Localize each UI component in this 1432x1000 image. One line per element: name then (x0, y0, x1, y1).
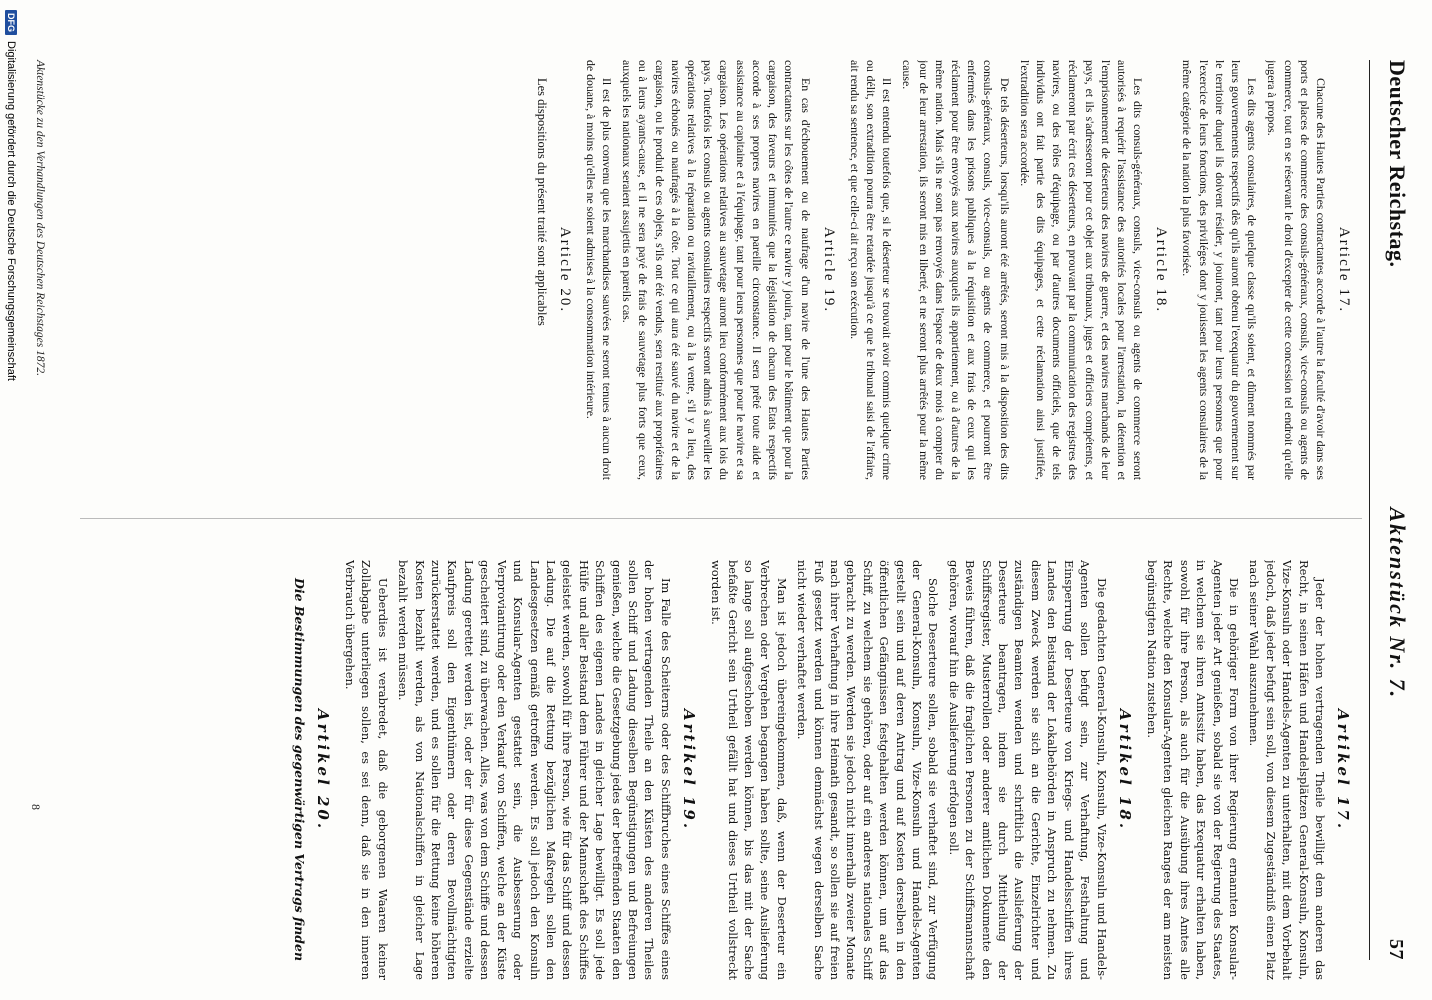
article-18-paragraph-1-fr: Les dits consuls-généraux, consuls, vice-consuls ou agents de commerce seront autorisés à requérir l'assistance des autorités locales pour l'arrestation, la détention et l'emprisonnement de déserteurs des navires de guerre, et des navires marchands de leur pays, et ils s'adresseront pour cet objet aux tribunaux, juges et officiers compétents, et réclameront par écrit ces déserteurs, en prouvant par la communication des registres des navires, ou des rôles d'équipage, ou par d'autres documents officiels, que de tels individus ont fait partie des dits équipages, et cette réclamation ainsi justifiée, l'extradition sera accordée. (1017, 60, 1146, 480)
page-number: 57 (1385, 938, 1407, 960)
article-17-paragraph-2-de: Die in gehöriger Form von ihrer Regierung ernannten Konsular-Agenten jeder Art genießen, sobald sie von der Regierung des Staates, in welchem sie ihren Amtssitz haben, das Exequatur erhalten haben, sowohl für ihre Person, als auch für die Ausübung ihres Amtes alle Rechte, welche den Konsular-Agenten gleichen Ranges der am meisten begünstigten Nation zustehen. (1144, 560, 1241, 980)
article-20-heading-de: Artikel 20. (313, 708, 332, 832)
dfg-logo-icon: DFG (5, 10, 17, 35)
article-18-paragraph-3-de: Man ist jedoch übereingekommen, daß, wenn der Deserteur ein Verbrechen oder Vergehen begangen haben sollte, seine Auslieferung so lange soll aufgeschoben werden können, bis das mit der Sache befaßte Gericht sein Urtheil gefällt hat und dieses Urtheil vollstreckt worden ist. (709, 560, 789, 980)
article-18-paragraph-1-de: Die gedachten General-Konsuln, Konsuln, Vize-Konsuln und Handels-Agenten sollen befugt sein, zur Verhaftung, Festhaltung und Einsperrung der Deserteure von Kriegs- und Handelsschiffen ihres Landes den Beistand der Lokalbehörden in Anspruch zu nehmen. Zu diesem Zweck werden sie sich an die Gerichte, Einzelrichter und zuständigen Beamten wenden und schriftlich die Auslieferung der Deserteure beantragen, indem sie durch Mittheilung der Schiffsregister, Musterrollen oder anderer amtlichen Dokumente den Beweis führen, daß die fraglichen Personen zu der Schiffsmannschaft gehören, worauf hin die Auslieferung erfolgen soll. (946, 560, 1109, 980)
article-20-paragraph-1-de: Die Bestimmungen des gegenwärtigen Vertrags finden (291, 578, 307, 962)
article-18-heading-de: Artikel 18. (1115, 708, 1134, 832)
article-18-heading-fr: Article 18. (1153, 226, 1170, 314)
article-17-paragraph-1-fr: Chacune des Hautes Parties contractantes accorde à l'autre la faculté d'avoir dans ses ports et places de commerce des consuls-généraux, consuls, vice-consuls ou agents de commerce, tout en se réservant le droit d'excepter de cette concession tel endroit qu'elle jugera à propos. (1265, 60, 1328, 480)
article-17-paragraph-1-de: Jeder der hohen vertragenden Theile bewilligt dem anderen das Recht, in seinen Häfen und Handelsplätzen General-Konsuln, Konsuln, Vize-Konsuln oder Handels-Agenten zu unterhalten, mit dem Vorbehalt jedoch, daß jeder befugt sein soll, von diesem Zugeständniß einen Platz nach seiner Wahl auszunehmen. (1247, 560, 1327, 980)
french-column (60, 60, 1362, 480)
article-18-paragraph-3-fr: Il est entendu toutefois que, si le déserteur se trouvait avoir commis quelque crime ou délit, son extradition pourra être retardée jusqu'à ce que le tribunal saisi de l'affaire, ait rendu sa sentence, et que celle-ci ait reçu son exécution. (847, 60, 895, 480)
article-19-heading-fr: Article 19. (820, 226, 837, 314)
article-18-paragraph-2-de: Solche Deserteure sollen, sobald sie verhaftet sind, zur Verfügung der General-Konsuln, Konsuln, Vize-Konsuln und Handels-Agenten gestellt sein und auf deren Antrag und auf Kosten derselben in den öffentlichen Gefängnissen festgehalten werden können, um auf das Schiff, zu welchem sie gehören, oder auf ein anderes nationales Schiff gebracht zu werden. Werden sie jedoch nicht innerhalb zweier Monate nach ihrer Verhaftung in ihre Heimath gesandt, so sollen sie auf freien Fuß gesetzt werden und können demnächst wegen derselben Sache nicht wieder verhaftet werden. (795, 560, 941, 980)
article-17-heading-fr: Article 17. (1336, 226, 1352, 314)
article-19-paragraph-2-de: Ueberdies ist verabredet, daß die geborgenen Waaren keiner Zollabgabe unterliegen sollen, es sei denn, daß sie in den inneren Verbrauch übergehen. (343, 560, 390, 980)
header-document-number: Aktenstück Nr. 7. (1385, 507, 1410, 700)
source-line: Aktenstücke zu den Verhandlungen des Deutschen Reichstages 1872. (34, 60, 46, 376)
signature-mark: 8 (29, 804, 43, 810)
article-19-paragraph-2-fr: Il est de plus convenu que les marchandises sauvées ne seront tenues à aucun droit de douane, à moins qu'elles ne soient admises à la consommation intérieure. (583, 60, 615, 480)
article-17-paragraph-2-fr: Les dits agents consulaires, de quelque classe qu'ils soient, et dûment nommés par leurs gouvernements respectifs dès qu'ils auront obtenu l'exequatur du gouvernement sur le territoire duquel ils doivent résider, y jouiront, tant pour leurs personnes que pour l'exercice de leurs fonctions, des priviléges dont y jouissent les agents consulaires de la même catégorie de la nation la plus favorisée. (1180, 60, 1260, 480)
german-column (60, 560, 1362, 980)
article-17-heading-de: Artikel 17. (1334, 708, 1352, 832)
header-left-title: Deutscher Reichstag. (1385, 60, 1410, 268)
digitization-credit (0, 0, 22, 1000)
page-header (1369, 60, 1410, 960)
article-19-paragraph-1-de: Im Falle des Scheiterns oder des Schiffbruches eines Schiffes eines der hohen vertragenden Theile an den Küsten des anderen Theiles sollen Schiff und Ladung dieselben Begünstigungen und Befreiungen genießen, welche die Gesetzgebung jedes der betreffenden Staaten den Schiffen des eigenen Landes in gleicher Lage bewilligt. Es soll jede Hülfe und aller Beistand dem Führer und der Mannschaft des Schiffes geleistet werden, sowohl für ihre Person, wie für das Schiff und dessen Ladung. Die auf die Rettung bezüglichen Maßregeln sollen den Landesgesetzen gemäß getroffen werden. Es soll jedoch den Konsuln und Konsular-Agenten gestattet sein, die Ausbesserung oder Verproviantirung oder den Verkauf von Schiffen, welche an der Küste gescheitert sind, zu überwachen. Alles, was von dem Schiffe und dessen Ladung gerettet werden ist, oder der für diese Gegenstände erzielte Kaufpreis soll den Eigenthümern oder deren Bevollmächtigten zurückerstattet werden, und es sollen für die Rettung keine höheren Kosten bezahlt werden, als von Nationalschiffen in gleicher Lage bezahlt werden müssen. (396, 560, 673, 980)
article-18-paragraph-2-fr: De tels déserteurs, lorsqu'ils auront été arrêtés, seront mis à la disposition des dits consuls-généraux, consuls, vice-consuls, ou agents de commerce, et pourront être enfermés dans les prisons publiques à la réquisition et aux frais de ceux qui les réclament pour être envoyés aux navires auxquels ils appartiennent, ou à d'autres de la même nation. Mais s'ils ne sont pas renvoyés dans l'espace de deux mois à compter du jour de leur arrestation, ils seront mis en liberté, et ne seront plus arrêtés pour la même cause. (900, 60, 1012, 480)
column-divider (80, 518, 1362, 519)
article-20-heading-fr: Article 20. (556, 226, 573, 314)
article-20-paragraph-1-fr: Les dispositions du présent traité sont applicables (534, 78, 549, 326)
digitization-credit-text: Digitalisierung gefördert durch die Deutsche Forschungsgemeinschaft (5, 41, 17, 381)
article-19-paragraph-1-fr: En cas d'échouement ou de naufrage d'un navire de l'une des Hautes Parties contractantes sur les côtes de l'autre ce navire y jouira, tant pour le bâtiment que pour la cargaison, des faveurs et immunités que la législation de chacun des Etats respectifs accorde à ses propres navires en pareille circonstance. Il sera prêté toute aide et assistance au capitaine et à l'équipage, tant pour leurs personnes que pour le navire et sa cargaison. Les opérations relatives au sauvetage auront lieu conformément aux lois du pays. Toutefois les consuls ou agents consulaires respectifs seront admis à surveiller les opérations relatives à la réparation ou ravitaillement, ou à la vente, s'il y a lieu, des navires échoués ou naufragés à la côte. Tout ce qui aura été sauvé du navire et de la cargaison, ou le produit de ces objets, s'ils ont été vendus, sera restitué aux propriétaires ou à leurs ayants-cause, et il ne sera payé de frais de sauvetage plus forts que ceux, auxquels les nationaux seraient assujettis en pareils cas. (620, 60, 813, 480)
article-19-heading-de: Artikel 19. (679, 708, 698, 832)
